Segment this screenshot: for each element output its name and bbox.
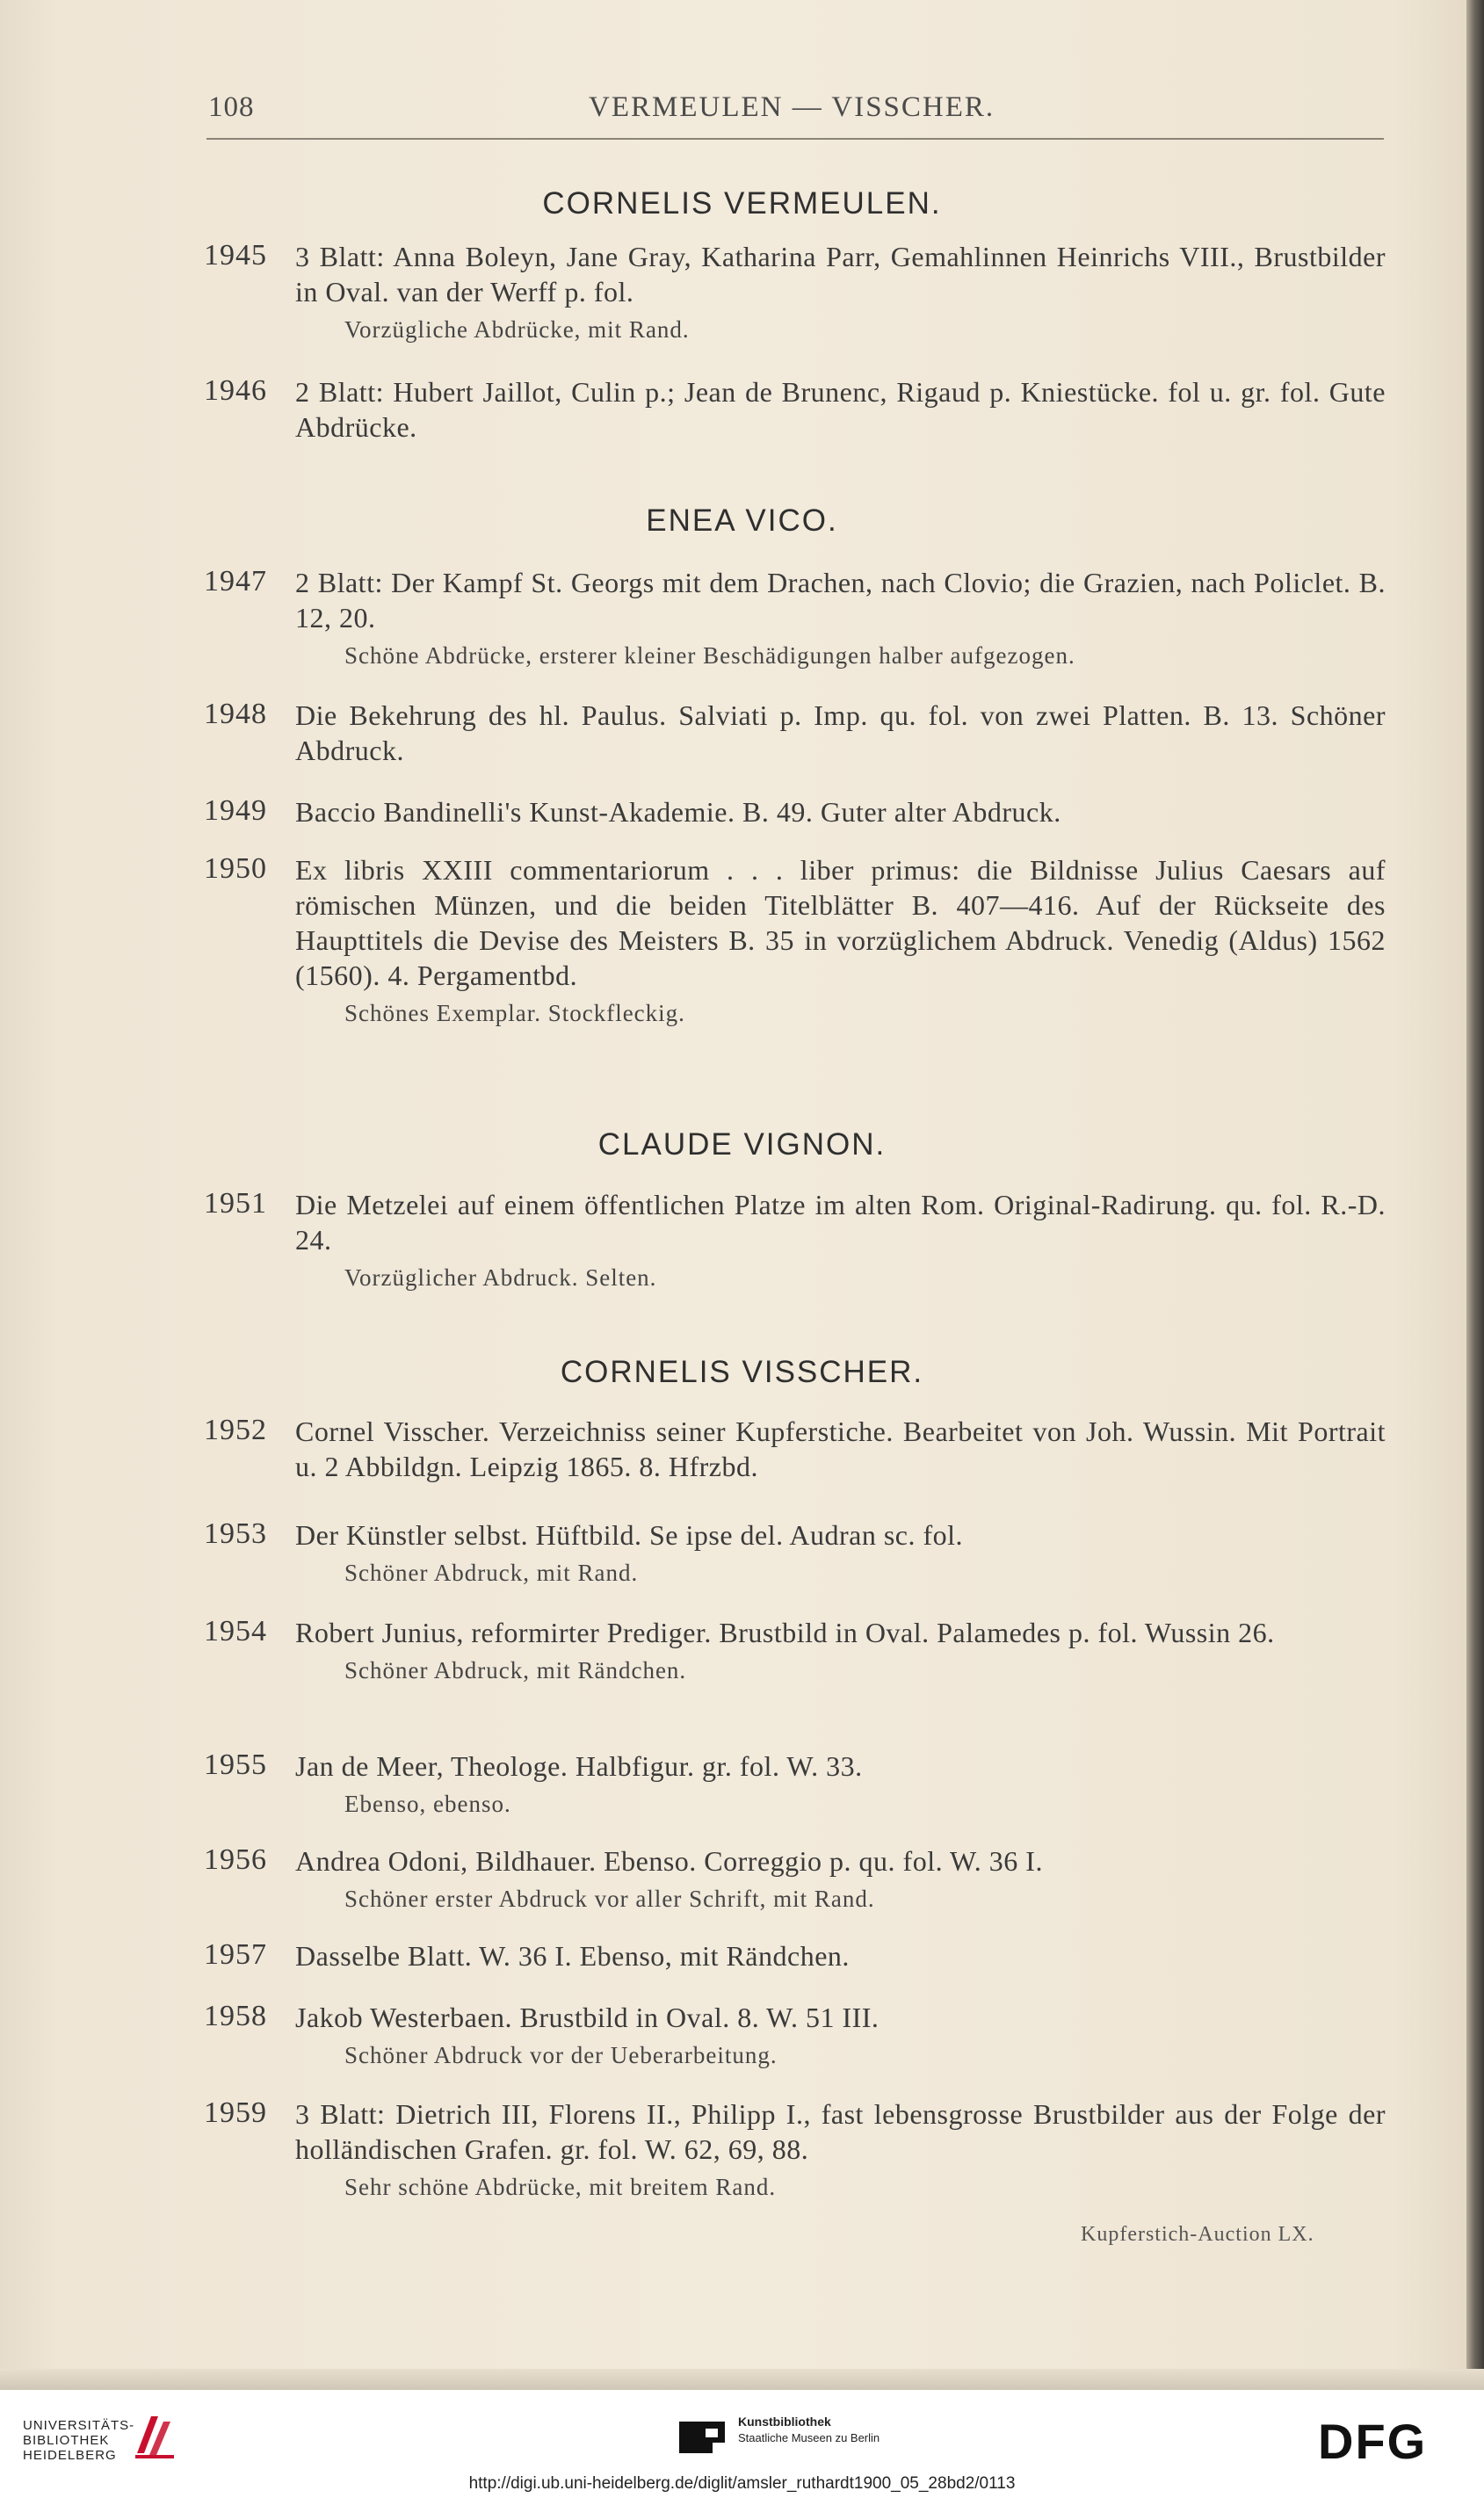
entry-note: Vorzügliche Abdrücke, mit Rand.	[344, 316, 690, 343]
entry-number: 1951	[204, 1187, 267, 1220]
catalog-entry	[204, 698, 1386, 768]
entry-number: 1958	[204, 2000, 267, 2032]
entry-note: Schönes Exemplar. Stockfleckig.	[344, 1000, 685, 1026]
university-library-logo[interactable]	[23, 2418, 134, 2463]
catalog-entry	[204, 1938, 1386, 1973]
university-line: BIBLIOTHEK	[23, 2433, 110, 2448]
catchword: Kupferstich-Auction LX.	[1081, 2223, 1314, 2246]
entry-text: Jakob Westerbaen. Brustbild in Oval. 8. W. 51 III.	[295, 2002, 880, 2033]
entry-text: Baccio Bandinelli's Kunst-Akademie. B. 49. Guter alter Abdruck.	[295, 796, 1061, 828]
entry-text: Cornel Visscher. Verzeichniss seiner Kupferstiche. Bearbeitet von Joh. Wussin. Mit Portrait u. 2 Abbildgn. Leipzig 1865. 8. Hfrzbd.	[295, 1416, 1386, 1482]
section-heading: CLAUDE VIGNON.	[597, 1127, 887, 1162]
entry-note: Schöne Abdrücke, ersterer kleiner Beschädigungen halber aufgezogen.	[344, 642, 1075, 669]
catalog-entry	[204, 1414, 1386, 1484]
section-heading: ENEA VICO.	[646, 503, 838, 538]
entry-number: 1946	[204, 374, 267, 407]
entry-text: 2 Blatt: Der Kampf St. Georgs mit dem Drachen, nach Clovio; die Grazien, nach Policlet. B. 12, 20.	[295, 567, 1386, 634]
catalog-entry	[204, 794, 1386, 829]
catalog-entry	[204, 374, 1386, 445]
catalog-entry	[204, 1843, 1386, 1914]
entry-number: 1953	[204, 1517, 267, 1550]
catalog-entry	[204, 1749, 1386, 1819]
entry-number: 1959	[204, 2096, 267, 2129]
university-line: UNIVERSITÄTS-	[23, 2418, 135, 2433]
entry-number: 1945	[204, 239, 267, 272]
entry-note: Sehr schöne Abdrücke, mit breitem Rand.	[344, 2174, 777, 2200]
dfg-logo-icon[interactable]	[1318, 2418, 1467, 2464]
source-url-link[interactable]: http://digi.ub.uni-heidelberg.de/diglit/amsler_ruthardt1900_05_28bd2/0113	[468, 2474, 1016, 2493]
page-edge-shadow	[1466, 0, 1484, 2390]
entry-text: 3 Blatt: Anna Boleyn, Jane Gray, Katharina Parr, Gemahlinnen Heinrichs VIII., Brustbilder in Oval. van der Werff p. fol.	[295, 241, 1386, 308]
entry-note: Ebenso, ebenso.	[344, 1791, 511, 1817]
kunstbibliothek-logo-icon	[679, 2416, 728, 2458]
entry-text: Der Künstler selbst. Hüftbild. Se ipse del. Audran sc. fol.	[295, 1519, 964, 1551]
entry-number: 1955	[204, 1749, 267, 1781]
university-line: HEIDELBERG	[23, 2448, 117, 2463]
entry-note: Schöner Abdruck, mit Rand.	[344, 1560, 639, 1586]
catalog-entry	[204, 1187, 1386, 1292]
entry-text: 3 Blatt: Dietrich III, Florens II., Philipp I., fast lebensgrosse Brustbilder aus der Folge der holländischen Grafen. gr. fol. W. 62, 69, 88.	[295, 2098, 1386, 2165]
catalog-entry	[204, 2096, 1386, 2202]
section-heading: CORNELIS VISSCHER.	[560, 1355, 924, 1389]
entry-note: Schöner Abdruck vor der Ueberarbeitung.	[344, 2042, 778, 2068]
header-rule	[206, 138, 1384, 140]
page-bottom-edge	[0, 2369, 1484, 2390]
entry-text: Robert Junius, reformirter Prediger. Brustbild in Oval. Palamedes p. fol. Wussin 26.	[295, 1617, 1275, 1648]
running-title: VERMEULEN — VISSCHER.	[589, 91, 995, 123]
dfg-logo-text: DFG	[1318, 2418, 1428, 2464]
entry-number: 1950	[204, 852, 267, 885]
catalog-entry	[204, 1517, 1386, 1588]
entry-text: Dasselbe Blatt. W. 36 I. Ebenso, mit Rändchen.	[295, 1940, 850, 1972]
entry-text: Ex libris XXIII commentariorum . . . liber primus: die Bildnisse Julius Caesars auf römischen Münzen, und die beiden Titelblätter B. 407—416. Auf der Rückseite des Haupttitels die Devise des Meisters B. 35 in vorzüglichem Abdruck. Venedig (Aldus) 1562 (1560). 4. Pergamentbd.	[295, 854, 1386, 991]
entry-text: Die Metzelei auf einem öffentlichen Platze im alten Rom. Original-Radirung. qu. fol. R.-D. 24.	[295, 1189, 1386, 1256]
entry-text: 2 Blatt: Hubert Jaillot, Culin p.; Jean de Brunenc, Rigaud p. Kniestücke. fol u. gr. fol. Gute Abdrücke.	[295, 376, 1386, 443]
catalog-entry	[204, 852, 1386, 1028]
entry-number: 1954	[204, 1615, 267, 1647]
kunstbibliothek-label[interactable]	[738, 2413, 880, 2446]
catalog-entry	[204, 565, 1386, 670]
entry-text: Andrea Odoni, Bildhauer. Ebenso. Correggio p. qu. fol. W. 36 I.	[295, 1845, 1043, 1877]
catalog-entry	[204, 239, 1386, 344]
entry-number: 1957	[204, 1938, 267, 1971]
entry-number: 1947	[204, 565, 267, 597]
page-number: 108	[208, 91, 255, 123]
entry-note: Schöner Abdruck, mit Rändchen.	[344, 1657, 687, 1683]
entry-number: 1952	[204, 1414, 267, 1446]
entry-text: Die Bekehrung des hl. Paulus. Salviati p. Imp. qu. fol. von zwei Platten. B. 13. Schöner Abdruck.	[295, 699, 1386, 766]
kb-title: Kunstbibliothek	[738, 2415, 831, 2429]
catalog-entry	[204, 1615, 1386, 1685]
heidelberg-seal-icon	[132, 2409, 181, 2462]
entry-number: 1949	[204, 794, 267, 827]
kb-subtitle: Staatliche Museen zu Berlin	[738, 2431, 880, 2444]
catalog-entry	[204, 2000, 1386, 2070]
entry-note: Vorzüglicher Abdruck. Selten.	[344, 1264, 657, 1291]
entry-number: 1956	[204, 1843, 267, 1876]
section-heading: CORNELIS VERMEULEN.	[542, 186, 942, 221]
entry-number: 1948	[204, 698, 267, 730]
entry-text: Jan de Meer, Theologe. Halbfigur. gr. fol. W. 33.	[295, 1750, 863, 1782]
entry-note: Schöner erster Abdruck vor aller Schrift, mit Rand.	[344, 1886, 875, 1912]
